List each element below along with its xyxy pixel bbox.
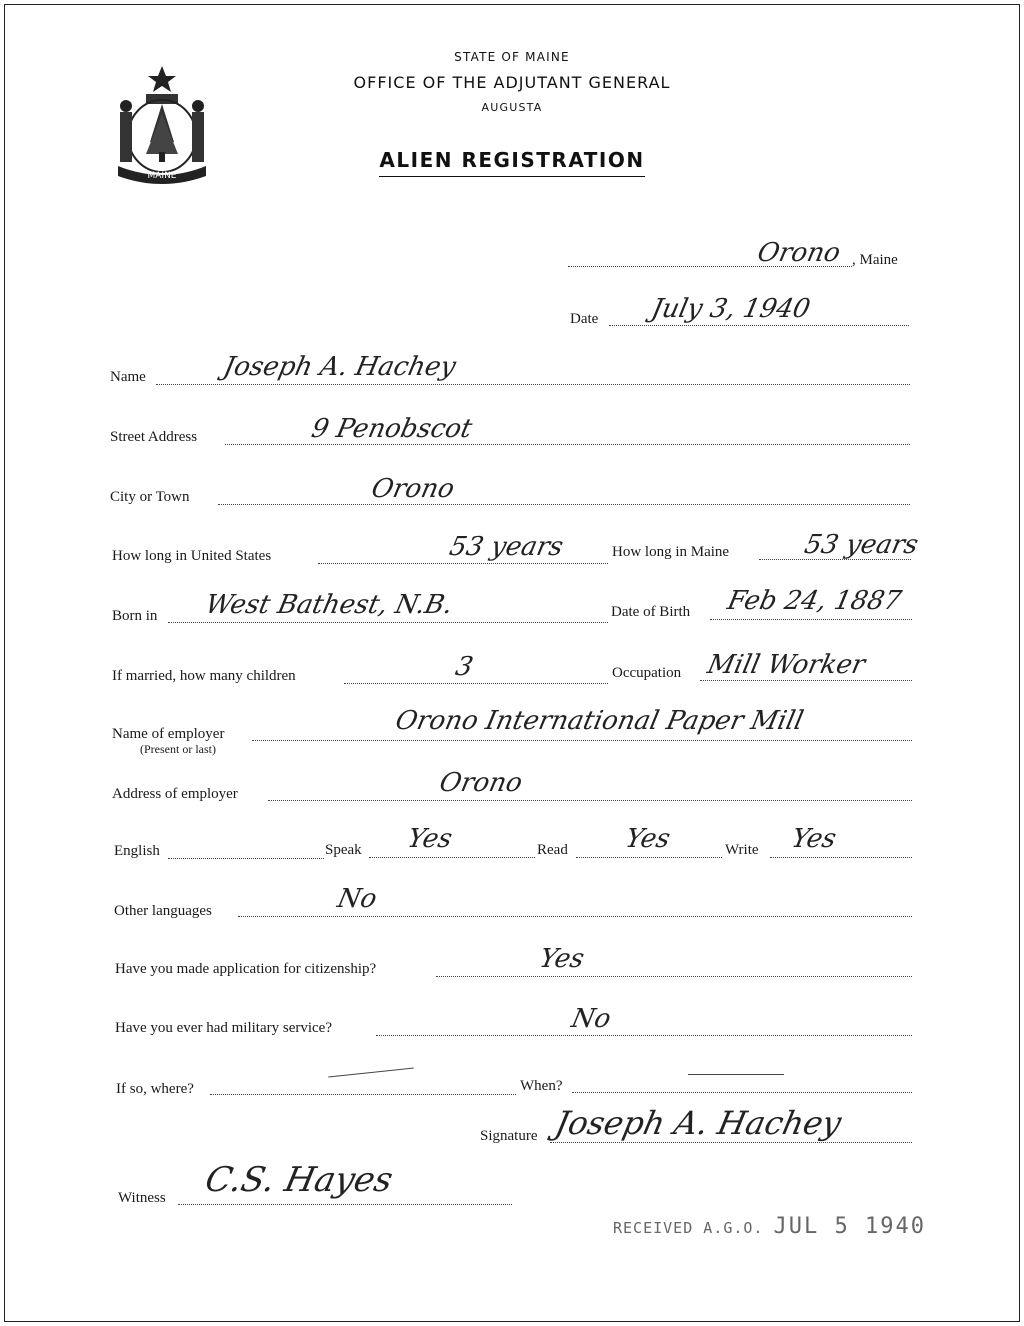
maine-years-label: How long in Maine [612, 544, 730, 560]
citizenship-label: Have you made application for citizenship? [115, 961, 377, 977]
street-value: 9 Penobscot [308, 414, 475, 444]
write-label: Write [725, 842, 759, 858]
read-label: Read [537, 842, 568, 858]
read-value: Yes [622, 824, 673, 854]
when-line [572, 1092, 912, 1093]
header-state: STATE OF MAINE [454, 50, 570, 64]
children-label: If married, how many children [112, 668, 296, 684]
employer-line [252, 740, 912, 741]
name-line [156, 384, 910, 385]
date-line [609, 325, 909, 326]
military-label: Have you ever had military service? [115, 1020, 332, 1036]
children-line [344, 683, 608, 684]
english-line [168, 858, 324, 859]
name-value: Joseph A. Hachey [220, 352, 459, 382]
date-value: July 3, 1940 [648, 294, 813, 324]
citizenship-line [436, 976, 912, 977]
employer-address-line [268, 800, 912, 801]
employer-label: Name of employer [112, 726, 225, 742]
military-value: No [568, 1004, 614, 1034]
received-stamp [613, 1214, 926, 1239]
signature-line [550, 1142, 912, 1143]
witness-line [178, 1204, 512, 1205]
citizenship-value: Yes [536, 944, 587, 974]
date-label: Date [570, 311, 599, 327]
military-line [376, 1035, 912, 1036]
street-line [225, 444, 910, 445]
dob-label: Date of Birth [611, 604, 691, 620]
dob-value: Feb 24, 1887 [724, 586, 904, 616]
children-value: 3 [452, 652, 476, 682]
header-city: AUGUSTA [481, 101, 543, 114]
city-value: Orono [368, 474, 457, 504]
employer-address-label: Address of employer [112, 786, 238, 802]
other-lang-label: Other languages [114, 903, 212, 919]
where-label: If so, where? [116, 1081, 194, 1097]
place-suffix: , Maine [852, 252, 898, 268]
stamp-prefix: RECEIVED A.G.O. [613, 1219, 764, 1237]
write-line [770, 857, 912, 858]
place-value: Orono [754, 238, 843, 268]
signature-value: Joseph A. Hachey [551, 1104, 845, 1142]
born-value: West Bathest, N.B. [202, 590, 456, 620]
page-border [4, 4, 1020, 1322]
write-value: Yes [788, 824, 839, 854]
maine-years-value: 53 years [801, 530, 921, 560]
occupation-value: Mill Worker [704, 650, 868, 680]
born-line [168, 622, 608, 623]
english-label: English [114, 843, 160, 859]
header-office: OFFICE OF THE ADJUTANT GENERAL [353, 73, 671, 92]
born-label: Born in [112, 608, 158, 624]
read-line [576, 857, 722, 858]
name-label: Name [110, 369, 146, 385]
employer-sublabel: (Present or last) [140, 742, 216, 756]
us-years-label: How long in United States [112, 548, 272, 564]
occupation-line [700, 680, 912, 681]
city-label: City or Town [110, 489, 190, 505]
us-years-value: 53 years [446, 532, 566, 562]
street-label: Street Address [110, 429, 198, 445]
when-label: When? [520, 1078, 563, 1094]
where-line [210, 1094, 516, 1095]
seal-text: MAINE [147, 171, 177, 181]
employer-address-value: Orono [436, 768, 525, 798]
speak-label: Speak [325, 842, 362, 858]
speak-value: Yes [404, 824, 455, 854]
witness-label: Witness [118, 1190, 166, 1206]
other-lang-value: No [334, 884, 380, 914]
when-dash-mark [688, 1074, 784, 1075]
signature-label: Signature [480, 1128, 538, 1144]
city-line [218, 504, 910, 505]
us-years-line [318, 563, 608, 564]
employer-value: Orono International Paper Mill [392, 706, 807, 736]
dob-line [710, 619, 912, 620]
speak-line [369, 857, 535, 858]
witness-value: C.S. Hayes [201, 1160, 397, 1200]
other-lang-line [238, 916, 912, 917]
stamp-date: JUL 5 1940 [773, 1214, 926, 1239]
form-title: ALIEN REGISTRATION [0, 148, 1024, 172]
occupation-label: Occupation [612, 665, 682, 681]
